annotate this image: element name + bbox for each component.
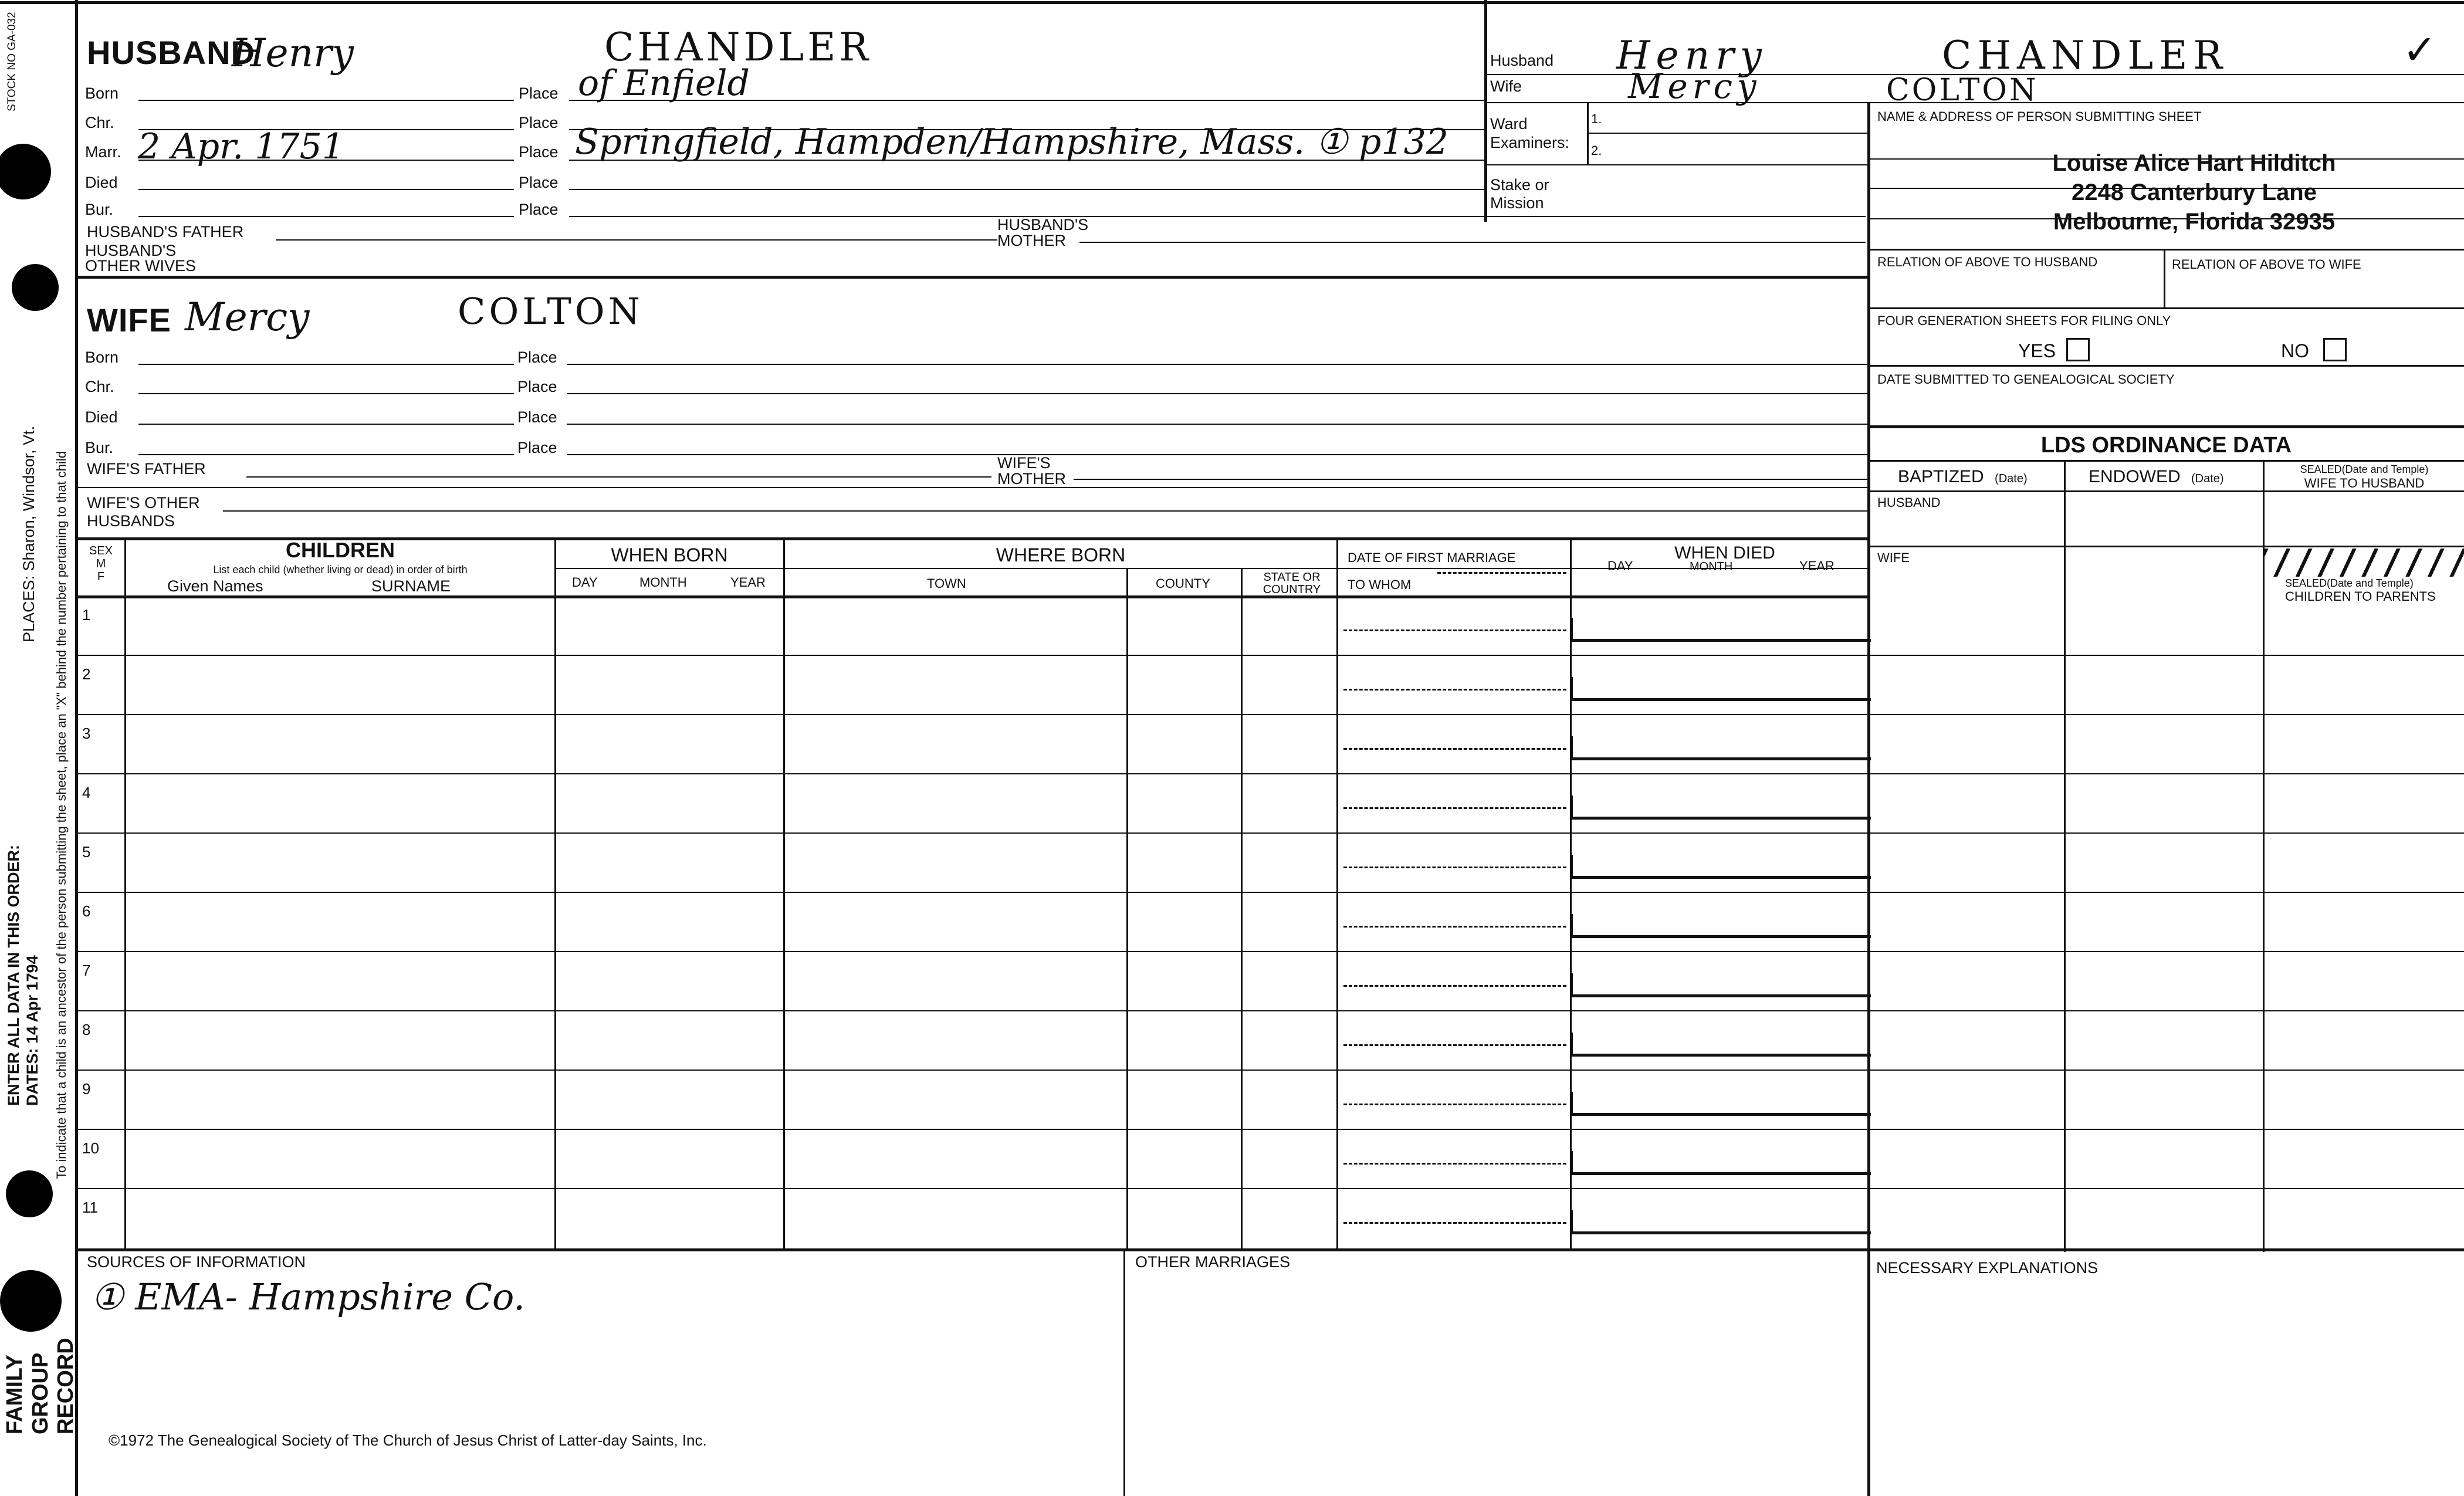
where-born-header: WHERE BORN bbox=[996, 544, 1126, 566]
husband-died-label: Died bbox=[85, 174, 118, 191]
table-col-divider bbox=[124, 539, 126, 1248]
marriage-dash-line bbox=[1343, 689, 1566, 691]
binder-hole bbox=[6, 1170, 53, 1217]
mother-label-line: MOTHER bbox=[997, 232, 1066, 249]
given-names-header: Given Names bbox=[167, 577, 263, 595]
field-line bbox=[276, 239, 997, 241]
section-divider bbox=[1869, 460, 2464, 462]
sealed-wife-line: WIFE TO HUSBAND bbox=[2304, 475, 2425, 490]
died-month-header: MONTH bbox=[1690, 560, 1733, 573]
title-line-family: FAMILY bbox=[2, 1355, 27, 1434]
header-box-left-border bbox=[1484, 0, 1487, 222]
marriage-dash-line bbox=[1343, 1222, 1566, 1224]
mother-label-line: MOTHER bbox=[997, 470, 1066, 488]
child-row-line bbox=[75, 1129, 2464, 1130]
death-date-bracket bbox=[1570, 1033, 1871, 1057]
binder-hole bbox=[0, 1270, 62, 1332]
examiner-2: 2. bbox=[1591, 143, 1602, 158]
wife-father-label: WIFE'S FATHER bbox=[87, 460, 206, 478]
state-country-header bbox=[1243, 571, 1341, 596]
wife-born-place-label: Place bbox=[517, 348, 557, 366]
field-line bbox=[569, 189, 1484, 190]
husband-bur-label: Bur. bbox=[85, 201, 114, 218]
husband-father-label: HUSBAND'S FATHER bbox=[87, 223, 244, 241]
marriage-dash-line bbox=[1343, 629, 1566, 631]
field-line bbox=[138, 189, 514, 190]
yes-label: YES bbox=[2018, 340, 2056, 361]
field-line bbox=[223, 510, 1868, 512]
dates-note: DATES: 14 Apr 1794 bbox=[23, 955, 41, 1106]
when-died-header: WHEN DIED bbox=[1674, 543, 1775, 563]
relation-wife-label: RELATION OF ABOVE TO WIFE bbox=[2172, 257, 2361, 272]
husband-heading: HUSBAND bbox=[87, 34, 255, 71]
child-row-line bbox=[75, 1010, 2464, 1011]
county-header: COUNTY bbox=[1156, 576, 1210, 591]
sealed-children-line: CHILDREN TO PARENTS bbox=[2285, 588, 2436, 604]
husband-given-name[interactable]: Henry bbox=[232, 31, 354, 76]
endowed-date-label: (Date) bbox=[2191, 472, 2224, 485]
born-day-header: DAY bbox=[572, 575, 598, 590]
field-line bbox=[1074, 479, 1868, 480]
field-line bbox=[138, 216, 514, 217]
field-line bbox=[1484, 102, 2464, 103]
when-born-header: WHEN BORN bbox=[611, 544, 728, 566]
lds-sealed-wife bbox=[2265, 463, 2464, 490]
child-row-line bbox=[75, 892, 2464, 893]
other-wives-line: HUSBAND'S bbox=[85, 242, 177, 259]
sex-line: F bbox=[97, 570, 105, 583]
husband-other-wives-label bbox=[85, 243, 196, 273]
baptized-date-label: (Date) bbox=[1995, 472, 2028, 485]
title-line-group: GROUP bbox=[28, 1352, 53, 1434]
title-line-record: RECORD bbox=[53, 1338, 79, 1434]
marriage-dash-line bbox=[1343, 807, 1566, 809]
husband-marriage-place[interactable]: Springfield, Hampden/Hampshire, Mass. ① p132 bbox=[575, 121, 1448, 163]
child-row-line bbox=[75, 951, 2464, 952]
header-dash bbox=[1437, 572, 1566, 574]
indicate-ancestor-note: To indicate that a child is an ancestor of the person submitting the sheet, place an "X" behind the number pertaining to that child bbox=[54, 451, 69, 1179]
lds-col-divider bbox=[2263, 460, 2265, 1252]
town-header: TOWN bbox=[927, 576, 966, 591]
lds-wife-row: WIFE bbox=[1877, 550, 1910, 565]
state-line: STATE OR bbox=[1263, 571, 1321, 584]
necessary-explanations-label: NECESSARY EXPLANATIONS bbox=[1876, 1259, 2099, 1277]
stake-line: Mission bbox=[1490, 194, 1544, 212]
examiners-label: Examiners: bbox=[1490, 134, 1570, 151]
other-husbands-line: HUSBANDS bbox=[87, 512, 175, 530]
died-day-header: DAY bbox=[1607, 559, 1633, 573]
child-row-number: 2 bbox=[82, 665, 91, 683]
table-header-bottom bbox=[75, 595, 1868, 598]
child-row-number: 8 bbox=[82, 1021, 91, 1038]
lds-sealed-children bbox=[2285, 578, 2436, 604]
field-line bbox=[138, 364, 514, 365]
field-line bbox=[138, 424, 514, 425]
sealed-wife-line: SEALED(Date and Temple) bbox=[2300, 463, 2429, 475]
examiners-divider bbox=[1587, 103, 1589, 164]
table-col-divider bbox=[1336, 539, 1338, 1248]
section-divider bbox=[1869, 425, 2464, 428]
husband-marr-label: Marr. bbox=[85, 143, 121, 161]
lds-col-divider bbox=[2064, 460, 2066, 1252]
wife-bur-label: Bur. bbox=[85, 439, 114, 456]
field-line bbox=[1079, 242, 1866, 243]
husband-died-place-label: Place bbox=[519, 174, 559, 191]
table-col-divider bbox=[1570, 539, 1572, 1248]
sidebar-divider bbox=[75, 0, 78, 1496]
hatched-area bbox=[2265, 549, 2464, 577]
died-year-header: YEAR bbox=[1799, 559, 1835, 573]
marriage-dash-line bbox=[1343, 1163, 1566, 1165]
death-date-bracket bbox=[1570, 677, 1871, 701]
death-date-bracket bbox=[1570, 973, 1871, 997]
child-row-line bbox=[75, 714, 2464, 715]
first-marriage-header: DATE OF FIRST MARRIAGE bbox=[1348, 550, 1516, 565]
other-marriages-label: OTHER MARRIAGES bbox=[1135, 1253, 1291, 1271]
four-generation-label: FOUR GENERATION SHEETS FOR FILING ONLY bbox=[1877, 313, 2171, 328]
lds-title: LDS ORDINANCE DATA bbox=[2040, 433, 2292, 458]
child-row-number: 9 bbox=[82, 1080, 91, 1098]
field-line bbox=[138, 100, 514, 101]
examiner-1: 1. bbox=[1591, 111, 1602, 126]
header-wife-given[interactable]: Mercy bbox=[1628, 66, 1761, 106]
husband-chr-label: Chr. bbox=[85, 114, 114, 131]
wife-heading: WIFE bbox=[87, 302, 171, 339]
binder-hole bbox=[0, 144, 51, 199]
sources-label: SOURCES OF INFORMATION bbox=[87, 1253, 306, 1271]
husband-marriage-date[interactable]: 2 Apr. 1751 bbox=[138, 126, 344, 167]
child-row-number: 7 bbox=[82, 962, 91, 979]
field-line bbox=[1484, 164, 1869, 165]
table-col-divider bbox=[554, 539, 556, 1248]
born-year-header: YEAR bbox=[730, 575, 766, 590]
child-row-number: 1 bbox=[82, 606, 91, 624]
death-date-bracket bbox=[1570, 1151, 1871, 1175]
child-row-line bbox=[75, 773, 2464, 774]
husband-bur-place-label: Place bbox=[519, 201, 559, 218]
endowed-label: ENDOWED bbox=[2089, 467, 2181, 486]
section-divider bbox=[75, 276, 1870, 279]
footer-divider bbox=[1123, 1248, 1125, 1496]
other-wives-line: OTHER WIVES bbox=[85, 256, 197, 275]
relation-husband-label: RELATION OF ABOVE TO HUSBAND bbox=[1877, 255, 2098, 269]
child-row-line bbox=[75, 1069, 2464, 1071]
date-submitted-label: DATE SUBMITTED TO GENEALOGICAL SOCIETY bbox=[1877, 372, 2175, 387]
field-line bbox=[567, 393, 1868, 394]
death-date-bracket bbox=[1570, 855, 1871, 879]
state-line: COUNTRY bbox=[1263, 583, 1321, 596]
field-line bbox=[567, 364, 1868, 365]
section-divider bbox=[1869, 365, 2464, 367]
field-line bbox=[138, 454, 514, 455]
wife-bur-place-label: Place bbox=[517, 439, 557, 456]
sex-line: M bbox=[96, 557, 106, 570]
field-line bbox=[569, 216, 1866, 217]
death-date-bracket bbox=[1570, 1092, 1871, 1116]
child-row-line bbox=[75, 655, 2464, 656]
marriage-dash-line bbox=[1343, 926, 1566, 928]
submitter-city: Melbourne, Florida 32935 bbox=[2053, 209, 2336, 235]
field-line bbox=[567, 454, 1868, 455]
husband-mother-label bbox=[997, 217, 1088, 249]
sex-header bbox=[77, 544, 124, 583]
submitter-street: 2248 Canterbury Lane bbox=[2072, 180, 2317, 205]
header-husband-given[interactable]: Henry bbox=[1616, 33, 1768, 78]
stake-line: Stake or bbox=[1490, 176, 1549, 194]
wife-chr-label: Chr. bbox=[85, 378, 114, 395]
section-divider bbox=[1869, 307, 2464, 309]
stake-mission-label bbox=[1490, 176, 1549, 212]
table-col-divider bbox=[1126, 568, 1128, 1248]
no-checkbox[interactable] bbox=[2323, 338, 2347, 361]
wife-given-name[interactable]: Mercy bbox=[185, 295, 310, 340]
child-row-number: 5 bbox=[82, 843, 91, 861]
husband-marr-place-label: Place bbox=[519, 143, 559, 161]
wife-mother-label bbox=[997, 455, 1066, 487]
checkmark: ✓ bbox=[2402, 26, 2437, 74]
wife-surname[interactable]: COLTON bbox=[458, 290, 644, 333]
sealed-children-line: SEALED(Date and Temple) bbox=[2285, 577, 2414, 589]
table-col-divider bbox=[783, 539, 785, 1248]
death-date-bracket bbox=[1570, 1210, 1871, 1234]
submitter-label: NAME & ADDRESS OF PERSON SUBMITTING SHEET bbox=[1877, 109, 2202, 124]
mother-label-line: HUSBAND'S bbox=[997, 216, 1089, 233]
stock-number: STOCK NO GA-032 bbox=[6, 12, 18, 111]
section-divider bbox=[1869, 490, 2464, 492]
child-row-number: 4 bbox=[82, 784, 91, 801]
husband-chr-place-label: Place bbox=[519, 114, 559, 131]
husband-birth-place[interactable]: of Enfield bbox=[578, 63, 750, 104]
marriage-dash-line bbox=[1343, 748, 1566, 750]
sources-value[interactable]: ① EMA- Hampshire Co. bbox=[91, 1275, 525, 1318]
header-husband-surname[interactable]: CHANDLER bbox=[1942, 33, 2229, 78]
wife-other-husbands-label bbox=[87, 494, 200, 530]
wife-born-label: Born bbox=[85, 348, 119, 366]
child-row-number: 10 bbox=[82, 1139, 99, 1157]
table-col-divider bbox=[1241, 568, 1243, 1248]
children-title: CHILDREN bbox=[286, 538, 395, 562]
enter-data-order: ENTER ALL DATA IN THIS ORDER: bbox=[5, 845, 22, 1106]
top-border bbox=[0, 1, 2464, 4]
baptized-label: BAPTIZED bbox=[1898, 467, 1984, 486]
table-bottom bbox=[75, 1248, 2464, 1251]
husband-surname[interactable]: CHANDLER bbox=[604, 25, 872, 70]
field-line bbox=[567, 424, 1868, 425]
section-divider bbox=[1869, 546, 2464, 547]
section-divider bbox=[1869, 249, 2464, 251]
wife-died-place-label: Place bbox=[517, 408, 557, 426]
field-line bbox=[75, 487, 1868, 488]
ward-label: Ward bbox=[1490, 115, 1528, 133]
binder-hole bbox=[12, 264, 59, 311]
mother-label-line: WIFE'S bbox=[997, 454, 1051, 472]
child-row-number: 6 bbox=[82, 902, 91, 920]
death-date-bracket bbox=[1570, 736, 1871, 760]
to-whom-header: TO WHOM bbox=[1348, 577, 1412, 592]
lds-baptized bbox=[1898, 468, 2028, 486]
table-line bbox=[554, 568, 1867, 569]
header-wife-label: Wife bbox=[1490, 77, 1522, 95]
header-husband-label: Husband bbox=[1490, 52, 1554, 69]
lds-endowed bbox=[2089, 468, 2224, 486]
husband-born-place-label: Place bbox=[519, 84, 559, 102]
surname-header: SURNAME bbox=[371, 577, 451, 595]
lds-husband-row: HUSBAND bbox=[1877, 495, 1941, 510]
marriage-dash-line bbox=[1343, 1104, 1566, 1105]
husband-born-label: Born bbox=[85, 84, 119, 102]
yes-checkbox[interactable] bbox=[2066, 338, 2090, 361]
other-husbands-line: WIFE'S OTHER bbox=[87, 494, 200, 512]
marriage-dash-line bbox=[1343, 985, 1566, 987]
family-group-record-title bbox=[2, 1338, 79, 1434]
wife-chr-place-label: Place bbox=[517, 378, 557, 395]
death-date-bracket bbox=[1570, 914, 1871, 938]
places-note: PLACES: Sharon, Windsor, Vt. bbox=[20, 425, 38, 642]
born-month-header: MONTH bbox=[639, 575, 687, 590]
wife-died-label: Died bbox=[85, 408, 118, 426]
marriage-dash-line bbox=[1343, 1044, 1566, 1046]
submitter-name: Louise Alice Hart Hilditch bbox=[2052, 150, 2336, 176]
relation-divider bbox=[2164, 249, 2165, 307]
field-line bbox=[1587, 133, 1869, 134]
death-date-bracket bbox=[1570, 618, 1871, 642]
field-line bbox=[246, 476, 991, 478]
child-row-line bbox=[75, 1188, 2464, 1189]
death-date-bracket bbox=[1570, 796, 1871, 820]
child-row-line bbox=[75, 832, 2464, 834]
copyright: ©1972 The Genealogical Society of The Church of Jesus Christ of Latter-day Saints, Inc. bbox=[109, 1431, 707, 1449]
marriage-dash-line bbox=[1343, 867, 1566, 868]
sex-line: SEX bbox=[89, 544, 113, 557]
field-line bbox=[138, 393, 514, 394]
header-wife-surname[interactable]: COLTON bbox=[1886, 73, 2039, 108]
child-row-number: 3 bbox=[82, 725, 91, 742]
no-label: NO bbox=[2281, 340, 2309, 361]
child-row-number: 11 bbox=[82, 1199, 98, 1216]
children-subtitle: List each child (whether living or dead) in order of birth bbox=[213, 564, 468, 576]
